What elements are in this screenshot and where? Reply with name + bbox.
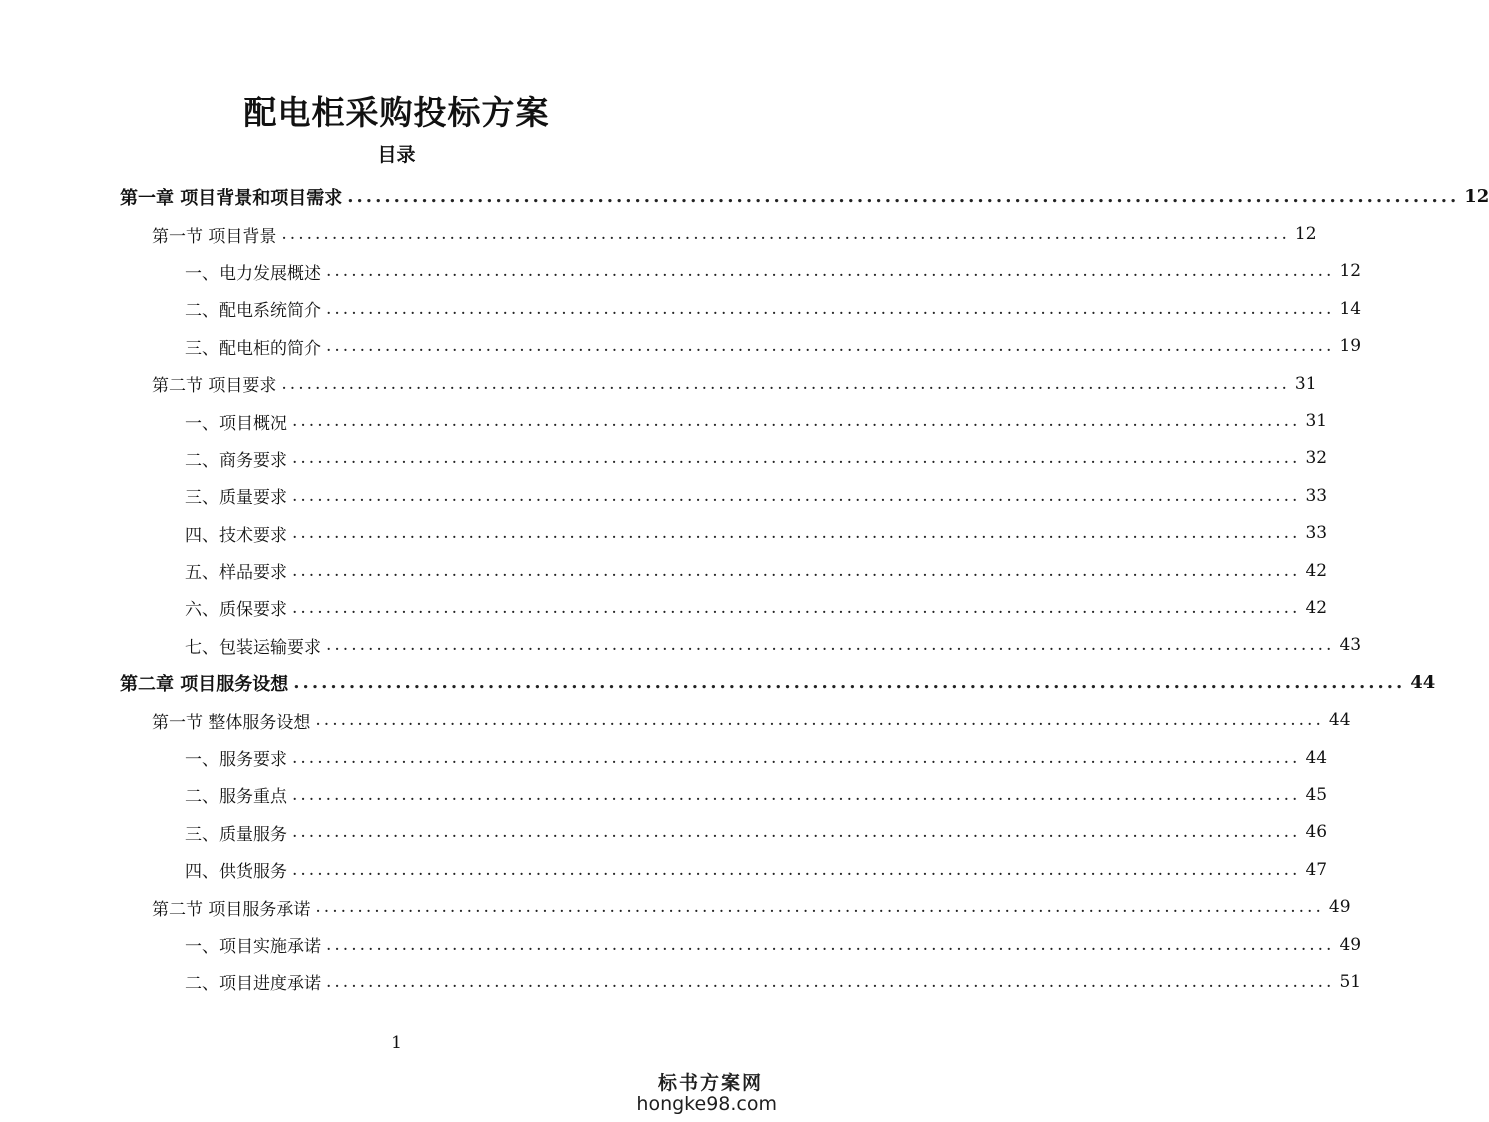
toc-entry[interactable] — [120, 290, 1362, 327]
toc-entry-title: 二、商务要求 — [185, 450, 287, 471]
toc-dot-leader: ........................................................................................................................ — [292, 859, 1301, 880]
toc-dot-leader: ........................................................................................................................ — [281, 224, 1290, 245]
toc-entry-title: 一、电力发展概述 — [185, 263, 321, 284]
toc-entry-page: 44 — [1410, 672, 1436, 694]
toc-entry-page: 14 — [1339, 298, 1362, 319]
toc-entry[interactable] — [120, 365, 1317, 402]
toc-entry-page: 45 — [1305, 784, 1328, 805]
toc-dot-leader: ........................................................................................................................ — [326, 298, 1335, 319]
table-of-contents — [120, 178, 1489, 1001]
toc-entry[interactable] — [120, 253, 1362, 290]
toc-entry-title: 七、包装运输要求 — [185, 637, 321, 658]
toc-heading: 目录 — [377, 144, 416, 166]
toc-dot-leader: ........................................................................................................................ — [281, 373, 1290, 394]
toc-dot-leader: ........................................................................................................................ — [292, 747, 1301, 768]
toc-entry-page: 44 — [1305, 747, 1328, 768]
document-title: 配电柜采购投标方案 — [243, 93, 550, 132]
toc-dot-leader: ........................................................................................................................ — [292, 523, 1301, 544]
toc-entry-title: 二、项目进度承诺 — [185, 974, 321, 995]
toc-entry[interactable] — [120, 515, 1328, 552]
toc-entry-title: 第二节 项目服务承诺 — [152, 899, 311, 920]
toc-entry-title: 五、样品要求 — [185, 563, 287, 584]
toc-entry-page: 47 — [1305, 859, 1328, 880]
toc-dot-leader: ........................................................................................................................ — [292, 784, 1301, 805]
toc-entry[interactable] — [120, 851, 1328, 888]
toc-dot-leader: ........................................................................................................................ — [326, 635, 1335, 656]
toc-entry-page: 46 — [1305, 822, 1328, 843]
toc-entry-title: 第一章 项目背景和项目需求 — [120, 187, 343, 209]
toc-entry-page: 31 — [1305, 411, 1328, 432]
toc-entry-page: 33 — [1305, 523, 1328, 544]
toc-entry-title: 三、质量服务 — [185, 824, 287, 845]
toc-entry-page: 32 — [1305, 448, 1328, 469]
toc-entry[interactable] — [120, 664, 1436, 701]
toc-entry[interactable] — [120, 402, 1328, 439]
toc-entry[interactable] — [120, 627, 1362, 664]
toc-entry[interactable] — [120, 552, 1328, 589]
toc-entry[interactable] — [120, 477, 1328, 514]
toc-entry-title: 二、服务重点 — [185, 787, 287, 808]
toc-entry-title: 第二章 项目服务设想 — [120, 673, 289, 695]
toc-entry-title: 一、服务要求 — [185, 750, 287, 771]
toc-entry-page: 42 — [1305, 560, 1328, 581]
toc-dot-leader: ........................................................................................................................ — [326, 336, 1335, 357]
toc-entry[interactable] — [120, 215, 1317, 252]
toc-entry[interactable] — [120, 701, 1351, 738]
toc-entry-page: 19 — [1339, 336, 1362, 357]
page-number: 1 — [391, 1033, 402, 1053]
toc-entry[interactable] — [120, 963, 1362, 1000]
toc-dot-leader: ........................................................................................................................ — [292, 485, 1301, 506]
toc-entry-page: 44 — [1328, 710, 1351, 731]
toc-dot-leader: ........................................................................................................................ — [293, 672, 1406, 694]
toc-dot-leader: ........................................................................................................................ — [292, 597, 1301, 618]
toc-entry-page: 33 — [1305, 485, 1328, 506]
toc-dot-leader: ........................................................................................................................ — [326, 261, 1335, 282]
toc-entry-page: 12 — [1339, 261, 1362, 282]
toc-entry[interactable] — [120, 440, 1328, 477]
toc-dot-leader: ........................................................................................................................ — [315, 710, 1324, 731]
toc-dot-leader: ........................................................................................................................ — [326, 971, 1335, 992]
toc-entry-title: 四、供货服务 — [185, 862, 287, 883]
toc-entry-title: 四、技术要求 — [185, 525, 287, 546]
toc-entry-page: 31 — [1294, 373, 1317, 394]
watermark-site-name: 标书方案网 — [657, 1072, 763, 1094]
toc-entry-title: 三、配电柜的简介 — [185, 338, 321, 359]
toc-entry-page: 12 — [1464, 186, 1489, 208]
toc-dot-leader: ........................................................................................................................ — [326, 934, 1335, 955]
toc-dot-leader: ........................................................................................................................ — [292, 822, 1301, 843]
toc-dot-leader: ........................................................................................................................ — [315, 897, 1324, 918]
toc-entry-title: 第一节 项目背景 — [152, 226, 277, 247]
toc-entry-page: 42 — [1305, 597, 1328, 618]
toc-entry-title: 一、项目概况 — [185, 413, 287, 434]
toc-entry-title: 第二节 项目要求 — [152, 376, 277, 397]
toc-entry-title: 二、配电系统简介 — [185, 301, 321, 322]
toc-entry[interactable] — [120, 926, 1362, 963]
toc-entry-title: 三、质量要求 — [185, 488, 287, 509]
toc-entry-page: 49 — [1339, 934, 1362, 955]
toc-entry-title: 第一节 整体服务设想 — [152, 712, 311, 733]
toc-dot-leader: ........................................................................................................................ — [292, 560, 1301, 581]
toc-dot-leader: ........................................................................................................................ — [292, 448, 1301, 469]
toc-entry[interactable] — [120, 589, 1328, 626]
toc-entry-title: 一、项目实施承诺 — [185, 937, 321, 957]
toc-entry[interactable] — [120, 888, 1351, 925]
toc-entry[interactable] — [120, 776, 1328, 813]
toc-entry-page: 43 — [1339, 635, 1362, 656]
toc-entry[interactable] — [120, 814, 1328, 851]
toc-entry[interactable] — [120, 328, 1362, 365]
watermark-url: hongke98.com — [636, 1093, 777, 1115]
toc-entry-page: 49 — [1328, 897, 1351, 918]
toc-dot-leader: ........................................................................................................................ — [292, 411, 1301, 432]
toc-dot-leader: ........................................................................................................................ — [347, 186, 1460, 208]
toc-entry-title: 六、质保要求 — [185, 600, 287, 621]
toc-entry[interactable] — [120, 178, 1489, 215]
toc-entry-page: 12 — [1294, 224, 1317, 245]
toc-entry[interactable] — [120, 739, 1328, 776]
toc-entry-page: 51 — [1339, 971, 1362, 992]
